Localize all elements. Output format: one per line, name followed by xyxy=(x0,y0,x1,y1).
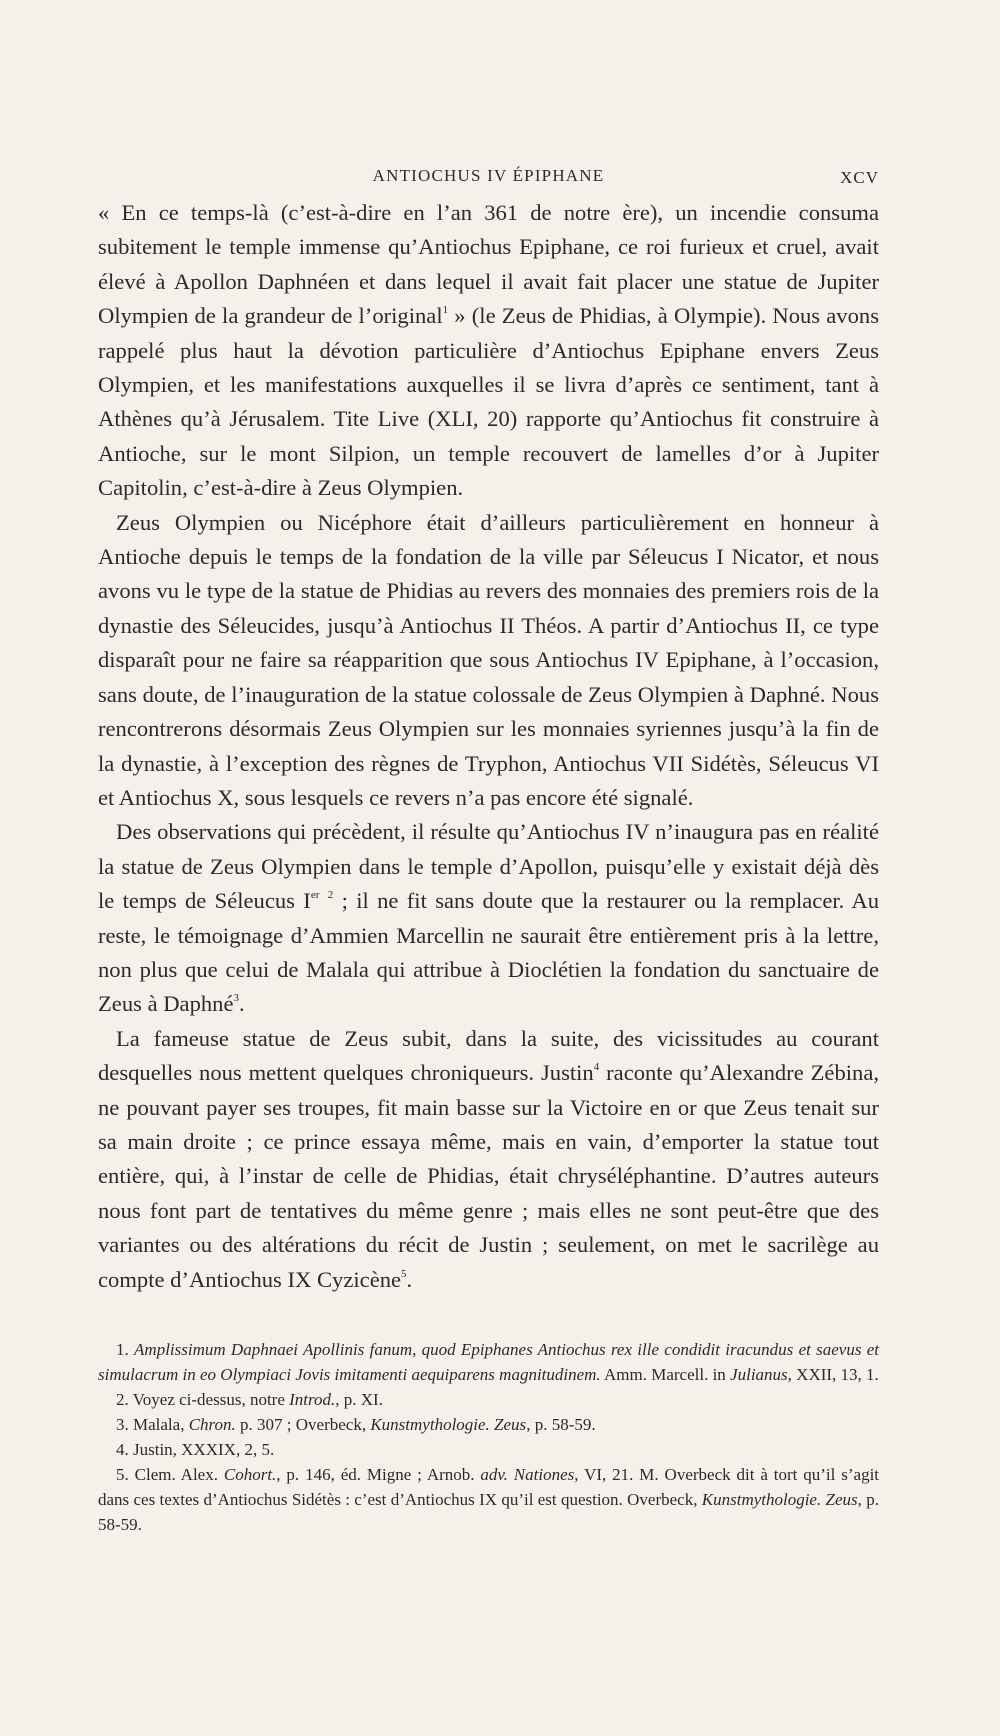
footnote-ref-4: 4 xyxy=(593,1061,600,1074)
paragraph-4-text-a: La fameuse statue de Zeus subit, dans la suite, des vicissitudes au courant desquelles nous mettent quelques chroniqueurs. Justin xyxy=(98,1025,879,1086)
paragraph-3-text-c: . xyxy=(239,991,245,1017)
footnote-1-work-title: Julianus xyxy=(730,1365,788,1384)
footnote-ref-2: 2 xyxy=(327,889,334,902)
paragraph-2: Zeus Olympien ou Nicéphore était d’ailleurs particulièrement en honneur à Antioche depuis le temps de la fondation de la ville par Séleucus I Nicator, et nous avons vu le type de la statue de Phidias au revers des monnaies des premiers rois de la dynastie des Séleucides, jusqu’à Antiochus II Théos. A partir d’Antiochus II, ce type disparaît pour ne faire sa réapparition que sous Antiochus IV Epiphane, à l’occasion, sans doute, de l’inauguration de la statue colossale de Zeus Olympien à Daphné. Nous rencontrerons désormais Zeus Olympien sur les monnaies syriennes jusqu’à la fin de la dynastie, à l’exception des règnes de Tryphon, Antiochus VII Sidétès, Séleucus VI et Antiochus X, sous lesquels ce revers n’a pas encore été signalé. xyxy=(98,509,879,810)
footnote-3-text-e: , p. 58-59. xyxy=(526,1415,596,1434)
footnote-5-work-title-3: Kunstmythologie. Zeus xyxy=(701,1490,858,1509)
footnote-3-text-a: Malala, xyxy=(133,1415,189,1434)
paragraph-1-text-a: « En ce temps-là (c’est-à-dire en l’an 361 de notre ère), un incendie consuma subitement le temple immense qu’Antiochus Epiphane, ce roi furieux et cruel, avait élevé à Apollon Daphnéen et dans lequel il avait fait placer une statue de Jupiter Olympien de la grandeur de l’original xyxy=(98,200,879,329)
footnote-3-work-title-2: Kunstmythologie. Zeus xyxy=(370,1415,527,1434)
footnote-5-text-a: Clem. Alex. xyxy=(134,1465,224,1484)
footnote-5-text-c: , p. 146, éd. Migne ; Arnob. xyxy=(276,1465,481,1484)
paragraph-1 xyxy=(98,196,879,506)
footnote-5-work-title-2: adv. Nationes xyxy=(480,1465,575,1484)
footnote-2 xyxy=(98,1387,879,1412)
footnote-ref-5: 5 xyxy=(401,1267,407,1280)
footnote-3-work-title-1: Chron. xyxy=(188,1415,236,1434)
footnote-ref-3: 3 xyxy=(233,992,240,1005)
footnote-5-text-e: , VI, 21. M. Overbeck dit à tort qu’il s’agit dans ces textes d’Antiochus Sidétès : c’est d’Antiochus IX qu’il est question. Overbeck, xyxy=(98,1465,880,1509)
paragraph-4 xyxy=(98,1022,879,1297)
footnote-5 xyxy=(98,1462,879,1537)
footnote-5-text-g: , p. 58-59. xyxy=(98,1490,879,1534)
running-header xyxy=(98,160,879,196)
main-text xyxy=(98,196,879,1297)
footnote-3 xyxy=(98,1412,879,1437)
footnote-1-text-c: , XXII, 13, 1. xyxy=(787,1365,879,1384)
paragraph-4-text-c: . xyxy=(406,1266,413,1292)
paragraph-4-text-b: raconte qu’Alexandre Zébina, ne pouvant payer ses troupes, fit main basse sur la Victoire en or que Zeus tenait sur sa main droite ; ce prince essaya même, mais en vain, d’emporter la statue tout entière, qui, à l’instar de celle de Phidias, était chryséléphantine. D’autres auteurs nous font part de tentatives du même genre ; mais elles ne sont peut-être que des variantes ou des altérations du récit de Justin ; seulement, on met le sacrilège au compte d’Antiochus IX Cyzicène xyxy=(98,1060,880,1292)
footnotes xyxy=(98,1337,879,1537)
footnote-5-work-title-1: Cohort. xyxy=(223,1465,277,1484)
footnote-1-text-a: Amm. Marcell. in xyxy=(600,1365,731,1384)
footnote-1-latin-quote: Amplissimum Daphnaei Apollinis fanum, quod Epiphanes Antiochus rex ille condidit iracundus et saevus et simulacrum in eo Olympiaci Jovis imitamenti aequiparens magnitudinem. xyxy=(98,1340,879,1384)
ordinal-superscript: er xyxy=(310,889,320,902)
paragraph-3-text-a: Des observations qui précèdent, il résulte qu’Antiochus IV n’inaugura pas en réalité la statue de Zeus Olympien dans le temple d’Apollon, puisqu’elle y existait déjà dès le temps de Séleucus I xyxy=(98,819,879,914)
paragraph-3-text-b: ; il ne fit sans doute que la restaurer ou la remplacer. Au reste, le témoignage d’Ammien Marcellin ne saurait être entièrement pris à la lettre, non plus que celui de Malala qui attribue à Dioclétien la fondation du sanctuaire de Zeus à Daphné xyxy=(98,888,880,1017)
footnote-3-text-c: p. 307 ; Overbeck, xyxy=(235,1415,371,1434)
footnote-3-number: 3. xyxy=(116,1415,129,1434)
footnote-2-work-title: Introd. xyxy=(289,1390,336,1409)
footnote-2-number: 2. xyxy=(116,1390,129,1409)
footnote-ref-1: 1 xyxy=(442,304,449,317)
footnote-4-text-a: Justin, XXXIX, 2, 5. xyxy=(133,1440,275,1459)
book-page xyxy=(98,160,879,1537)
page-number: XCV xyxy=(840,168,879,187)
footnote-5-number: 5. xyxy=(116,1465,129,1484)
footnote-1-number: 1. xyxy=(116,1340,129,1359)
paragraph-3 xyxy=(98,815,879,1021)
footnote-1 xyxy=(98,1337,879,1387)
footnote-4 xyxy=(98,1437,879,1462)
running-title: ANTIOCHUS IV ÉPIPHANE xyxy=(372,166,605,185)
footnote-2-text-a: Voyez ci-dessus, notre xyxy=(132,1390,290,1409)
paragraph-1-text-b: » (le Zeus de Phidias, à Olympie). Nous avons rappelé plus haut la dévotion particulière d’Antiochus Epiphane envers Zeus Olympien, et les manifestations auxquelles il se livra d’après ce sentiment, tant à Athènes qu’à Jérusalem. Tite Live (XLI, 20) rapporte qu’Antiochus fit construire à Antioche, sur le mont Silpion, un temple recouvert de lamelles d’or à Jupiter Capitolin, c’est-à-dire à Zeus Olympien. xyxy=(98,303,879,501)
footnote-2-text-c: , p. XI. xyxy=(335,1390,383,1409)
footnote-4-number: 4. xyxy=(116,1440,129,1459)
